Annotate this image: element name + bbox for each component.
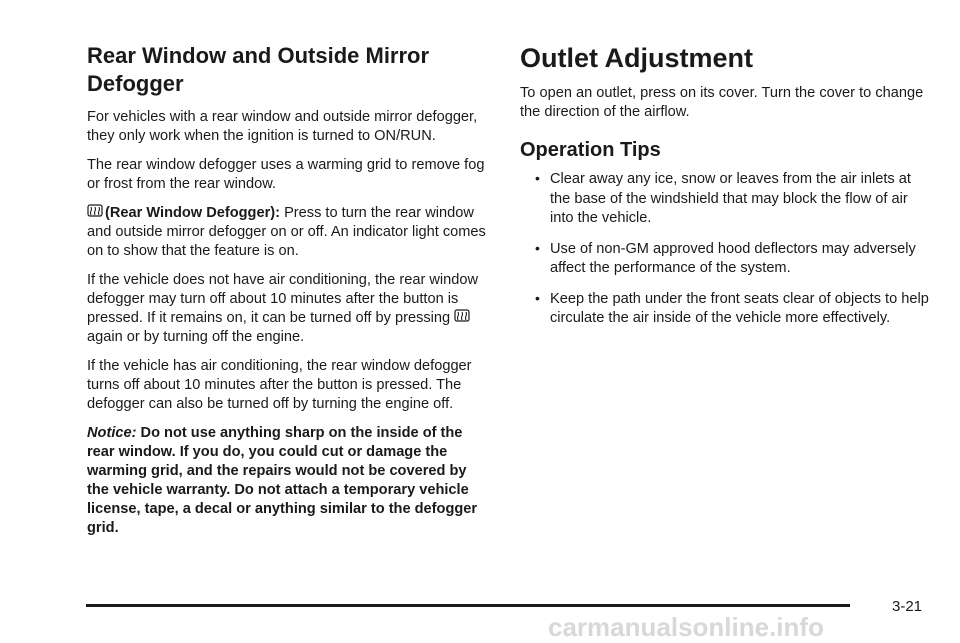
tips-list xyxy=(520,170,930,329)
notice-label: Notice: xyxy=(87,425,137,441)
footer-rule xyxy=(86,604,850,607)
warming-grid-paragraph: The rear window defogger uses a warming grid to remove fog or frost from the rear window. xyxy=(87,157,485,192)
defogger-button-paragraph xyxy=(87,204,492,261)
with-ac-paragraph: If the vehicle has air conditioning, the rear window defogger turns off about 10 minutes after the button is pressed. The defogger can also be turned off by turning the engine off. xyxy=(87,358,472,412)
rear-defogger-icon xyxy=(87,204,103,218)
list-item xyxy=(520,170,930,229)
list-item xyxy=(520,290,930,329)
rear-defogger-icon xyxy=(454,309,470,323)
watermark: carmanualsonline.info xyxy=(548,612,824,642)
outlet-adjustment-heading: Outlet Adjustment xyxy=(520,43,753,73)
tip-text: Keep the path under the front seats clear of objects to help circulate the air inside of the vehicle more effectively. xyxy=(550,290,929,326)
defogger-intro-paragraph: For vehicles with a rear window and outside mirror defogger, they only work when the ignition is turned to ON/RUN. xyxy=(87,109,478,144)
operation-tips-heading: Operation Tips xyxy=(520,139,661,161)
page-number: 3-21 xyxy=(892,598,923,615)
left-column xyxy=(87,0,492,538)
no-ac-paragraph xyxy=(87,271,492,347)
outlet-paragraph: To open an outlet, press on its cover. Turn the cover to change the direction of the airflow. xyxy=(520,85,924,120)
bullet-icon: • xyxy=(535,170,540,186)
bullet-icon: • xyxy=(535,289,540,306)
tip-text: Clear away any ice, snow or leaves from the air inlets at the base of the windshield that may block the flow of air into the vehicle. xyxy=(550,171,911,226)
right-column xyxy=(520,0,930,340)
tip-text: Use of non-GM approved hood deflectors may adversely affect the performance of the system. xyxy=(550,240,916,276)
no-ac-text-b: again or by turning off the engine. xyxy=(87,329,305,345)
notice-text: Do not use anything sharp on the inside of the rear window. If you do, you could cut or damage the warming grid, and the repairs would not be covered by the vehicle warranty. Do not attach a temporary vehicle license, tape, a decal or anything similar to the defogger grid. xyxy=(87,425,478,536)
defogger-button-text: Press to turn the rear window and outside mirror defogger on or off. An indicator light comes on to show that the feature is on. xyxy=(87,205,486,259)
defogger-heading: Rear Window and Outside Mirror Defogger xyxy=(87,43,430,96)
defogger-button-label: (Rear Window Defogger): xyxy=(105,205,280,221)
no-ac-text-a: If the vehicle does not have air conditioning, the rear window defogger may turn off about 10 minutes after the button is pressed. If it remains on, it can be turned off by pressing xyxy=(87,272,479,326)
bullet-icon: • xyxy=(535,239,540,256)
notice-paragraph xyxy=(87,424,492,538)
list-item xyxy=(520,240,930,279)
